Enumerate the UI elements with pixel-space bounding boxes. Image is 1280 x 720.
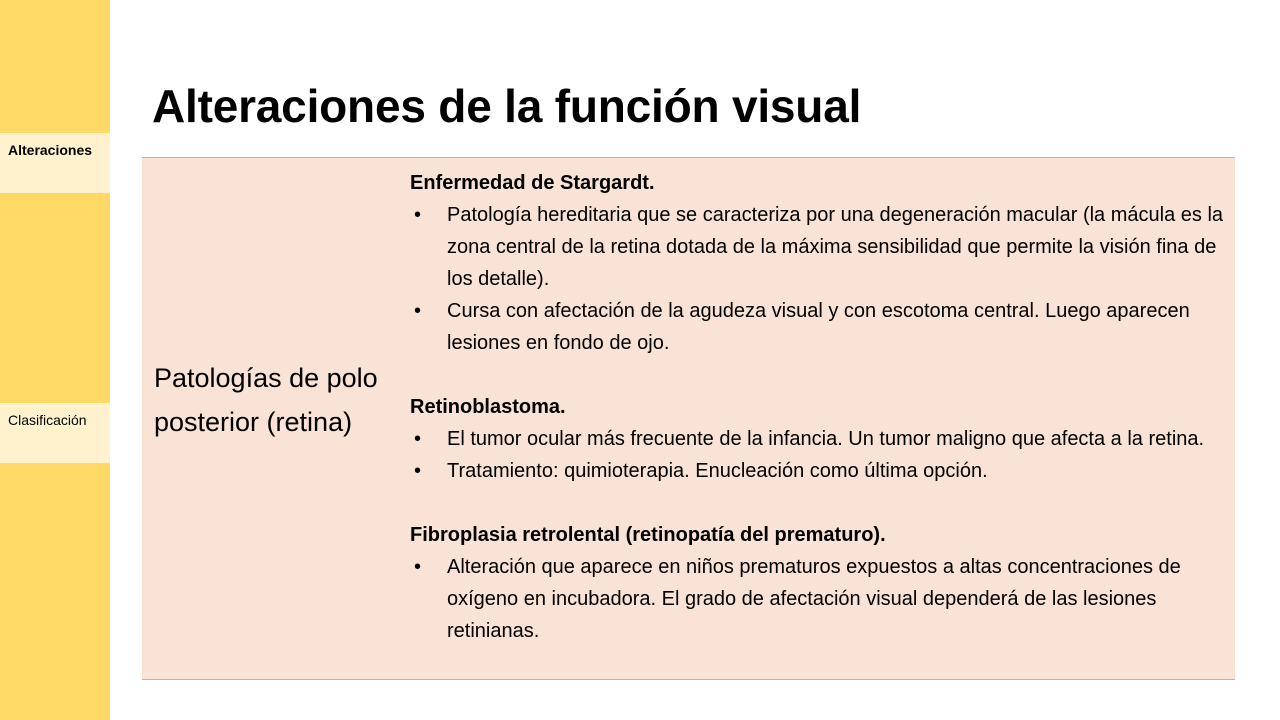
section-heading: Retinoblastoma. <box>410 396 566 418</box>
bullet-item <box>410 295 1230 359</box>
section-sidebar <box>0 0 110 720</box>
bullet-item <box>410 423 1230 455</box>
section-heading: Fibroplasia retrolental (retinopatía del prematuro). <box>410 524 886 546</box>
bullet-text: Cursa con afectación de la agudeza visual y con escotoma central. Luego aparecen lesiones en fondo de ojo. <box>447 300 1190 354</box>
bullet-text: Tratamiento: quimioterapia. Enucleación como última opción. <box>447 460 988 482</box>
bullet-list <box>410 199 1230 359</box>
section-heading: Enfermedad de Stargardt. <box>410 172 655 194</box>
bullet-icon: • <box>414 428 422 450</box>
bullet-text: El tumor ocular más frecuente de la infancia. Un tumor maligno que afecta a la retina. <box>447 428 1205 450</box>
bullet-text: Alteración que aparece en niños prematuros expuestos a altas concentraciones de oxígeno en incubadora. El grado de afectación visual dependerá de las lesiones retinianas. <box>447 556 1181 642</box>
bullet-icon: • <box>414 460 422 482</box>
bullet-item <box>410 199 1230 295</box>
row-label: Patologías de polo posterior (retina) <box>154 363 378 437</box>
bullet-list <box>410 423 1230 487</box>
sidebar-tab-clasificacion[interactable]: Clasificación <box>0 403 110 463</box>
bullet-list <box>410 551 1230 647</box>
content-table <box>142 157 1235 680</box>
slide-title: Alteraciones de la función visual <box>152 80 862 132</box>
bullet-text: Patología hereditaria que se caracteriza por una degeneración macular (la mácula es la zona central de la retina dotada de la máxima sensibilidad que permite la visión fina de los detalle). <box>447 204 1224 290</box>
bullet-item <box>410 455 1230 487</box>
bullet-item <box>410 551 1230 647</box>
section-retinoblastoma <box>410 391 1230 487</box>
bullet-icon: • <box>414 556 422 578</box>
section-stargardt <box>410 167 1230 359</box>
bullet-icon: • <box>414 300 422 322</box>
bullet-icon: • <box>414 204 422 226</box>
sidebar-tab-alteraciones[interactable]: Alteraciones <box>0 133 110 193</box>
row-content <box>410 167 1230 647</box>
section-fibroplasia <box>410 519 1230 647</box>
